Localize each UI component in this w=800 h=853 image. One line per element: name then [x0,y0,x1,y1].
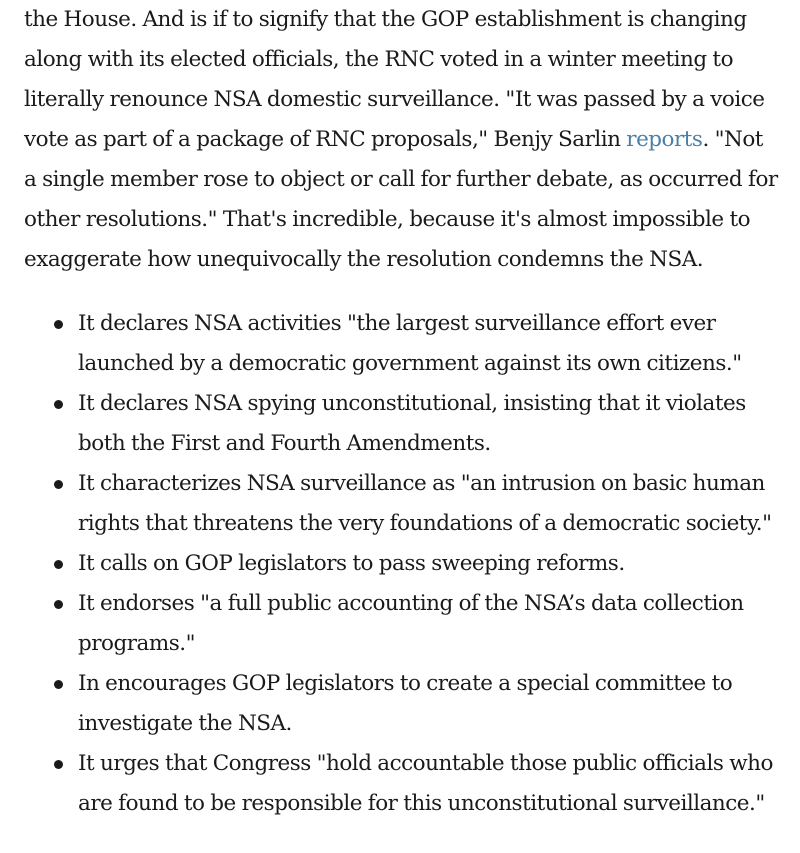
list-item-text: It calls on GOP legislators to pass sweeping reforms. [78,551,625,576]
list-item [78,544,780,584]
bullet-dot-icon [54,400,63,409]
paragraph-text-after-link: . "Not a single member rose to object or call for further debate, as occurred for other resolutions." That's incredible, because it's almost impossible to exaggerate how unequivocally the resolution condemns the NSA. [24,127,778,272]
article-body [24,0,780,824]
article-paragraph [24,0,780,280]
resolution-bullet-list [24,304,780,824]
reports-link[interactable]: reports [626,127,703,152]
list-item-text: It characterizes NSA surveillance as "an intrusion on basic human rights that threatens the very foundations of a democratic society." [78,471,772,536]
list-item-text: It endorses "a full public accounting of the NSA’s data collection programs." [78,591,744,656]
bullet-dot-icon [54,760,63,769]
list-item [78,664,780,744]
list-item-text: In encourages GOP legislators to create a special committee to investigate the NSA. [78,671,733,736]
paragraph-text-before-link: the House. And is if to signify that the GOP establishment is changing along with its elected officials, the RNC voted in a winter meeting to literally renounce NSA domestic surveillance. "It was passed by a voice vote as part of a package of RNC proposals," Benjy Sarlin [24,7,765,152]
bullet-dot-icon [54,560,63,569]
bullet-dot-icon [54,680,63,689]
list-item [78,304,780,384]
bullet-dot-icon [54,320,63,329]
list-item-text: It declares NSA activities "the largest surveillance effort ever launched by a democratic government against its own citizens." [78,311,742,376]
list-item-text: It urges that Congress "hold accountable those public officials who are found to be responsible for this unconstitutional surveillance." [78,751,773,816]
list-item [78,384,780,464]
list-item [78,464,780,544]
list-item [78,744,780,824]
list-item-text: It declares NSA spying unconstitutional, insisting that it violates both the First and Fourth Amendments. [78,391,746,456]
bullet-dot-icon [54,480,63,489]
bullet-dot-icon [54,600,63,609]
list-item [78,584,780,664]
